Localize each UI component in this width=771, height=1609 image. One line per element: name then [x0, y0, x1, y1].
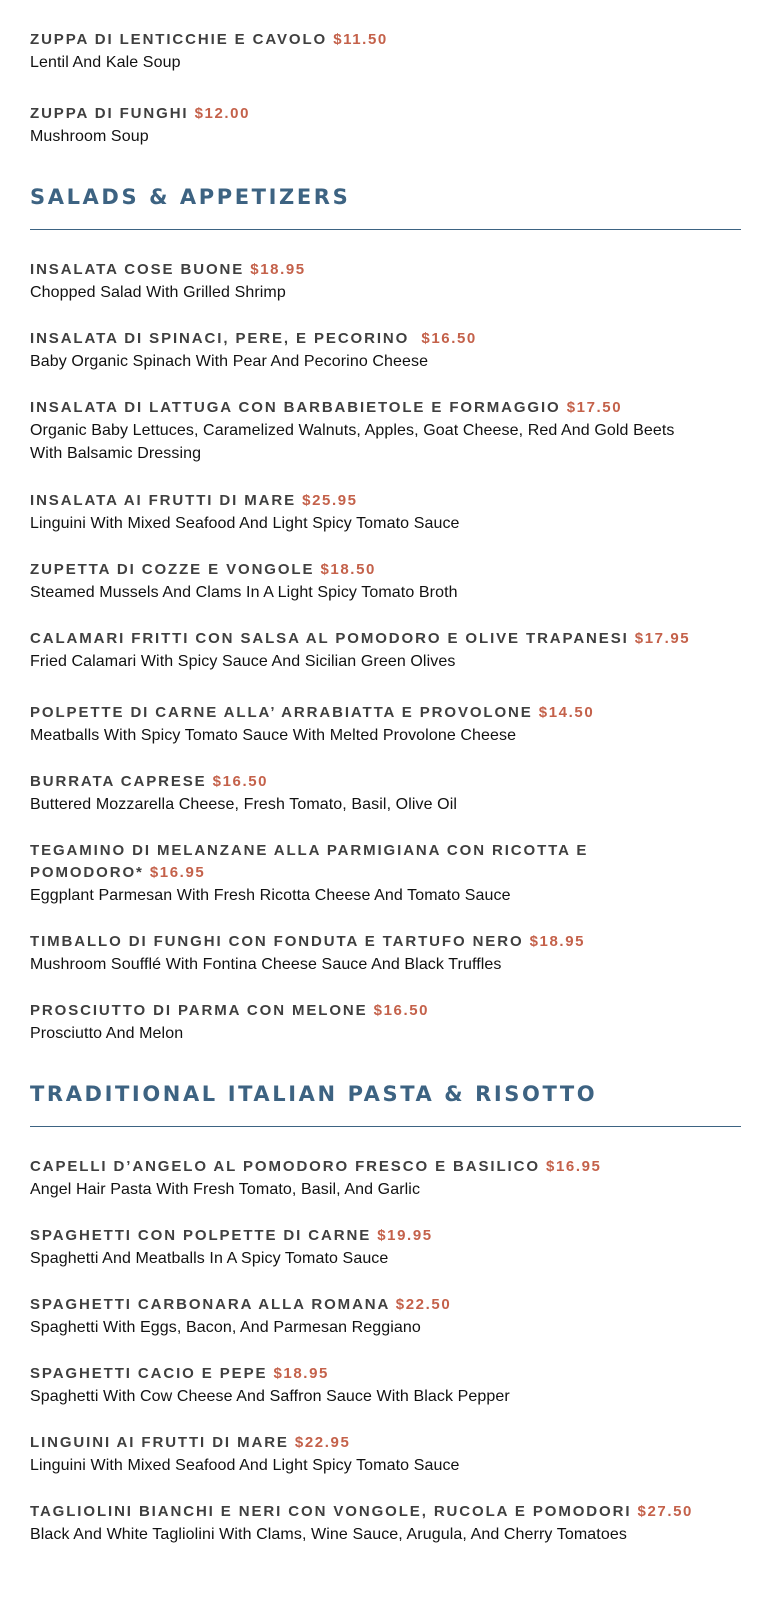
menu-item: [30, 1501, 741, 1546]
item-description: Linguini With Mixed Seafood And Light Spicy Tomato Sauce: [30, 1457, 460, 1474]
item-price: $16.50: [421, 330, 477, 347]
item-name: INSALATA AI FRUTTI DI MARE $25.95: [30, 492, 358, 509]
item-price: $22.95: [294, 1434, 351, 1451]
item-name: INSALATA DI LATTUGA CON BARBABIETOLE E FORMAGGIO $17.50: [30, 399, 623, 416]
menu-item: [30, 29, 741, 74]
item-name: ZUPPA DI LENTICCHIE E CAVOLO $11.50: [30, 31, 388, 48]
section-divider: [30, 229, 741, 230]
item-name: CAPELLI D’ANGELO AL POMODORO FRESCO E BASILICO $16.95: [30, 1158, 602, 1175]
item-description: Black And White Tagliolini With Clams, Wine Sauce, Arugula, And Cherry Tomatoes: [30, 1526, 627, 1543]
menu-item: [30, 1294, 741, 1339]
item-description: Spaghetti And Meatballs In A Spicy Tomato Sauce: [30, 1250, 389, 1267]
menu-item: [30, 702, 741, 747]
item-description: Angel Hair Pasta With Fresh Tomato, Basil, And Garlic: [30, 1181, 421, 1198]
item-price: $16.95: [546, 1158, 602, 1175]
item-description: Chopped Salad With Grilled Shrimp: [30, 284, 286, 301]
menu-item: [30, 1000, 741, 1045]
menu-item: [30, 1432, 741, 1477]
item-name: TEGAMINO DI MELANZANE ALLA PARMIGIANA CON RICOTTA E POMODORO* $16.95: [30, 842, 589, 881]
menu-item: [30, 931, 741, 976]
item-name: ZUPPA DI FUNGHI $12.00: [30, 105, 251, 122]
menu-item: [30, 1225, 741, 1270]
item-name: INSALATA COSE BUONE $18.95: [30, 261, 306, 278]
menu-item: [30, 1363, 741, 1408]
item-description: Spaghetti With Cow Cheese And Saffron Sauce With Black Pepper: [30, 1388, 510, 1405]
item-description: Baby Organic Spinach With Pear And Pecorino Cheese: [30, 353, 429, 370]
item-name: LINGUINI AI FRUTTI DI MARE $22.95: [30, 1434, 351, 1451]
item-price: $18.95: [529, 933, 586, 950]
item-description: Lentil And Kale Soup: [30, 54, 181, 71]
item-description: Prosciutto And Melon: [30, 1025, 184, 1042]
menu-item: [30, 328, 741, 373]
item-price: $16.50: [212, 773, 269, 790]
item-price: $16.50: [373, 1002, 430, 1019]
item-name: TIMBALLO DI FUNGHI CON FONDUTA E TARTUFO NERO $18.95: [30, 933, 586, 950]
item-description: Mushroom Soufflé With Fontina Cheese Sauce And Black Truffles: [30, 956, 502, 973]
item-price: $25.95: [302, 492, 358, 509]
menu-item: [30, 1156, 741, 1201]
item-price: $16.95: [149, 864, 206, 881]
item-price: $18.95: [250, 261, 306, 278]
menu-item: [30, 103, 741, 148]
section-title-pasta: TRADITIONAL ITALIAN PASTA & RISOTTO: [30, 1082, 598, 1106]
section-title-salads: SALADS & APPETIZERS: [30, 185, 351, 209]
menu-item: [30, 559, 741, 604]
item-price: $27.50: [637, 1503, 693, 1520]
section-divider: [30, 1126, 741, 1127]
item-price: $14.50: [538, 704, 595, 721]
item-price: $17.50: [566, 399, 623, 416]
item-price: $11.50: [333, 31, 388, 48]
item-description: Mushroom Soup: [30, 128, 149, 145]
item-price: $18.95: [273, 1365, 329, 1382]
item-price: $17.95: [634, 630, 691, 647]
item-price: $19.95: [377, 1227, 433, 1244]
menu-item: [30, 771, 741, 816]
item-name: TAGLIOLINI BIANCHI E NERI CON VONGOLE, RUCOLA E POMODORI $27.50: [30, 1503, 693, 1520]
menu-item: [30, 628, 741, 673]
item-name: SPAGHETTI CON POLPETTE DI CARNE $19.95: [30, 1227, 433, 1244]
item-description: Spaghetti With Eggs, Bacon, And Parmesan Reggiano: [30, 1319, 421, 1336]
item-name: POLPETTE DI CARNE ALLA’ ARRABIATTA E PROVOLONE $14.50: [30, 704, 595, 721]
item-name: INSALATA DI SPINACI, PERE, E PECORINO $16.50: [30, 330, 477, 347]
menu-item: [30, 397, 741, 465]
item-price: $22.50: [395, 1296, 452, 1313]
item-name: ZUPETTA DI COZZE E VONGOLE $18.50: [30, 561, 376, 578]
item-description: Fried Calamari With Spicy Sauce And Sicilian Green Olives: [30, 653, 456, 670]
item-name: CALAMARI FRITTI CON SALSA AL POMODORO E OLIVE TRAPANESI $17.95: [30, 630, 691, 647]
item-description: Organic Baby Lettuces, Caramelized Walnuts, Apples, Goat Cheese, Red And Gold Beets With Balsamic Dressing: [30, 422, 675, 462]
item-name: SPAGHETTI CARBONARA ALLA ROMANA $22.50: [30, 1296, 452, 1313]
item-price: $12.00: [194, 105, 251, 122]
item-name: BURRATA CAPRESE $16.50: [30, 773, 269, 790]
item-description: Meatballs With Spicy Tomato Sauce With Melted Provolone Cheese: [30, 727, 517, 744]
item-name: PROSCIUTTO DI PARMA CON MELONE $16.50: [30, 1002, 430, 1019]
item-name: SPAGHETTI CACIO E PEPE $18.95: [30, 1365, 329, 1382]
item-price: $18.50: [320, 561, 376, 578]
menu-item: [30, 259, 741, 304]
menu-item: [30, 840, 741, 907]
item-description: Linguini With Mixed Seafood And Light Spicy Tomato Sauce: [30, 515, 460, 532]
item-description: Buttered Mozzarella Cheese, Fresh Tomato, Basil, Olive Oil: [30, 796, 458, 813]
item-description: Steamed Mussels And Clams In A Light Spicy Tomato Broth: [30, 584, 458, 601]
item-description: Eggplant Parmesan With Fresh Ricotta Cheese And Tomato Sauce: [30, 887, 511, 904]
menu-item: [30, 490, 741, 535]
